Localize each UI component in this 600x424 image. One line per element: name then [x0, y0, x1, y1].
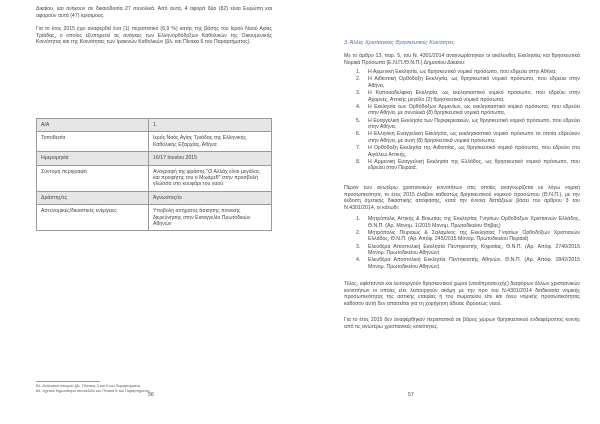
recognized-churches-list — [356, 69, 580, 173]
list-item-number: 2. — [356, 229, 361, 236]
list-item-number: 6. — [356, 131, 361, 138]
list-item-number: 8. — [356, 158, 361, 165]
legal-entities-list — [356, 216, 580, 271]
list-item — [356, 216, 580, 229]
list-item-text: Η Καπουαδελφική Εκκλησία, ως εκκλησιαστικό νομικό πρόσωπο, που εδρεύει στην Αχαρνές, Αττικής μεγάλο (2) θρησκευτικά νομικά πρόσωπα, — [368, 89, 580, 103]
table-value-cell: Άγνωστος/οι — [149, 191, 272, 204]
footnote-1: Βλ. Ανάλυτικό στοιχείο (βλ. Πίνακας 3 και 3 του Παραρτήματος — [36, 384, 141, 388]
list-item-text: Η Αρμενική Εκκλησία, ως θρησκευτικό νομικό πρόσωπο, που εδρεύει στην Αθήνα, — [368, 69, 557, 75]
list-item-text: Η Αιθιοπική Ορθόδοξη Εκκλησία, ως θρησκευτικό νομικό πρόσωπο, που εδρεύει στην Αθήνα, — [368, 76, 580, 89]
table-value-cell: 16/17 Ιουνίου 2015 — [149, 152, 272, 165]
footnote-rule — [36, 381, 100, 382]
table-key-cell: Τοποθεσία — [37, 132, 149, 152]
table-key-cell: Σύντομη περιγραφή — [37, 165, 149, 191]
list-item — [356, 69, 580, 76]
right-places-paragraph: Τέλος, υφίστανται και λειτουργούν θρησκευτικοί χώροι (ναοί/προσευχής) διαφόρων άλλων χριστιανικών κοινοτήτων οι οποίες είτε λειτουργούν ακόμη με την προ του Ν.4301/2014 διαδικασία νομικής προσωπικότητας της αστικής εταιρίας ή του σωματείου είτε και άνευ νομικής προσωπικότητας καθόσον αυτή δεν απαιτείται για τη χορήγηση άδειας ιδρύσεως ναού. — [344, 281, 581, 307]
list-item — [356, 159, 580, 172]
list-item-number: 4. — [356, 103, 361, 110]
list-item — [356, 118, 580, 131]
right-page — [300, 0, 600, 424]
table-row — [37, 191, 272, 204]
table-value-cell: 1. — [149, 119, 272, 132]
list-item — [356, 257, 580, 270]
list-item-text: Ελευθέρα Αποστολική Εκκλησία Πεντηκοστής Αθηνών, Θ.Ν.Π. (Αρ. Απόφ. 2842/2015 Μονομ. Πρωτοδικείου Αθηνών). — [368, 257, 580, 270]
list-item-text: Η Ορθόδοξη Εκκλησία της Αιθιοπίας, ως θρησκευτικό νομικό πρόσωπο, που εδρεύει στο Αιγάλεω Αττικής, — [368, 145, 580, 158]
table-row — [37, 165, 272, 191]
table-value-cell: Υποβολή αιτήματος άσκησης ποινικής διερεύνησης στην Εισαγγελία Πρωτοδικών Αθηνών — [149, 205, 272, 231]
list-item-text: Η Εκκλησία των Ορθόδοξων Αρμενίων, ως εκκλησιαστικό νομικό πρόσωπο, που εδρεύει στην Αθήνα, με συνολικά (8) θρησκευτικά νομικά πρόσωπα, — [368, 103, 580, 117]
right-legal-paragraph: Πέραν των ανωτέρω χριστιανικών κοινοτήτων στις οποίες αναγνωρίζεται εκ λόγω νομική προσωπικότητα, το έτος 2015 έλαβαν καθεστώς θρησκευτικού νομικού προσώπου (Θ.Ν.Π.), με την έκδοση σχετικής δικαστικής απόφασης, κατά την έννοια διατάξεων βάσει του άρθρου 3 του Ν.4301/2014, οι κάτωθι: — [344, 185, 580, 211]
table-key-cell: Δράστης/ες — [37, 191, 149, 204]
list-item-number: 4. — [356, 257, 361, 264]
list-item — [356, 131, 580, 144]
table-row — [37, 119, 272, 132]
list-item-text: Η Ευαγγελική Εκκλησία των Περιφερειακών, ως θρησκευτικό νομικό πρόσωπο, που εδρεύει στην Αθήνα, — [368, 117, 580, 131]
page-number-left: 56 — [148, 392, 154, 398]
table-row — [37, 152, 272, 165]
table-key-cell: Α/Α — [37, 119, 149, 132]
footnote-2: Βλ. σχετικό δημοσίευμα ιστοσελίδα του Πίνακα 6 του Παραρτήματος — [36, 389, 150, 393]
list-item — [356, 244, 580, 257]
list-item — [356, 104, 580, 117]
table-value-cell: Ιερός Ναός Αγίας Τριάδας της Ελληνικής Καθολικής Εξαρχίας, Αθήνα — [149, 132, 272, 152]
list-item — [356, 145, 580, 158]
right-conclusion-paragraph: Για το έτος 2015 δεν αναφέρθηκαν περιστατικά σε βάρος χώρων θρησκευτικού ενδιαφέροντος κοινής από τις ανωτέρω χριστιανικές κοινότητες. — [344, 317, 580, 330]
table-key-cell: Ημερομηνία — [37, 152, 149, 165]
incident-table — [36, 118, 272, 231]
left-intro-paragraph: Δικαίου, και ανήκουν σε δικαιοδοσία 27 συνολικά. Από αυτά, 4 αφορά δύο (82) είναι Ευρώπη και αφορούν αυτά (47) κρίσιμους. — [36, 6, 272, 19]
list-item — [356, 90, 580, 103]
list-item-text: Μητρόπολις Αττικής & Βοιωτίας της Εκκλησίας Γνησίων Ορθοδόξων Χριστιανών Ελλάδος, Θ.Ν.Π. (Αρ. Μονομ. 1/2015 Μονομ. Πρωτοδικείου Θήβας) — [368, 216, 580, 229]
list-item-text: Η Αρμενική Ευαγγελική Εκκλησία της Ελλάδος, ως θρησκευτικό νομικό πρόσωπο, που εδρεύει στον Πειραιά. — [368, 158, 580, 172]
right-intro-paragraph: Με το άρθρο 13, παρ. 5, του Ν. 4301/2014 αναγνωρίστηκαν οι ακόλουθες Εκκλησίες και θρησκευτικά Νομικά Πρόσωπα (Ε.Ν.Π./Θ.Ν.Π.) Δημοσίου Δικαίου: — [344, 53, 580, 66]
list-item-number: 3. — [356, 89, 361, 96]
list-item-number: 3. — [356, 243, 361, 250]
section-heading: 3. Άλλες Χριστιανικές Θρησκευτικές Κοινότητες — [344, 40, 455, 46]
table-key-cell: Αστυνομικές/δικαστικές ενέργειες — [37, 205, 149, 231]
list-item-number: 2. — [356, 76, 361, 83]
list-item-text: Ελευθέρα Αποστολική Εκκλησία Πεντηκοστής Κηφισίας, Θ.Ν.Π. (Αρ. Απόφ. 2740/2015 Μονομ. Πρωτοδικείου Αθηνών) — [368, 243, 580, 257]
list-item-number: 5. — [356, 117, 361, 124]
list-item-number: 1. — [356, 69, 361, 75]
list-item-number: 1. — [356, 216, 361, 222]
table-value-cell: Αναγραφή της φράσης "Ο Αλλάχ είναι μεγάλος και προφήτης του ο Μωάμεθ" στην προσβολή γλώσσα στο κουφάρι του ναού — [149, 165, 272, 191]
table-row — [37, 132, 272, 152]
list-item-number: 7. — [356, 145, 361, 152]
list-item — [356, 230, 580, 243]
list-item-text: Η Ελληνική Ευαγγελική Εκκλησία, ως εκκλησιαστικό νομικό πρόσωπο τα οποία εδρεύουν στην Αθήνα, με αυτή (8) θρησκευτικά νομικά πρόσωπα, — [368, 131, 580, 144]
table-row — [37, 205, 272, 231]
left-incident-paragraph: Για το έτος 2015 έχει αναφερθεί ένα (1) περιστατικό (6,9 %) κατής της βάσης του Ιερού Ναού Αγίας Τριάδας, ο οποίος εξυπηρετεί τις ανάγκες των Ελληνορθόδοξων Καθολικών της Οικουμενικής Κοινότητας και της Κοινότητας των Ιρακινών Καθολικών (βλ. και Πίνακα 6 του Παραρτήματος). — [36, 26, 272, 46]
list-item — [356, 76, 580, 89]
list-item-text: Μητρόπολις Πειραιώς & Σαλαμίνος της Εκκλησίας Γνησίων Ορθοδόξων Χριστιανών Ελλάδος, Θ.Ν.Π. (Αρ. Απόφ. 245/2015 Μονομ. Πρωτοδικείου Πειραιά) — [368, 229, 580, 243]
page-number-right: 57 — [408, 392, 414, 398]
